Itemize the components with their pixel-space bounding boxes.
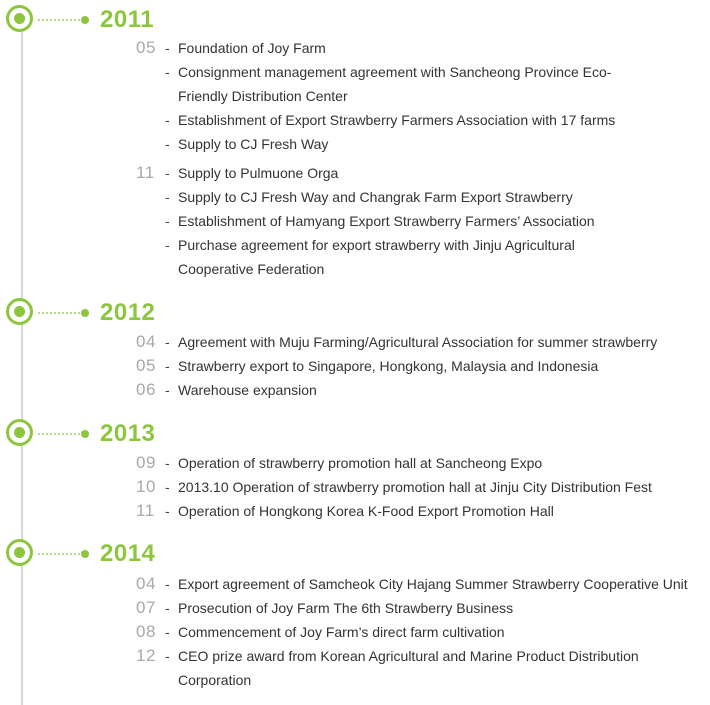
event-dash: -	[165, 40, 170, 56]
dot-icon	[81, 16, 89, 24]
month-label: 12	[136, 646, 156, 665]
event-text: Establishment of Hamyang Export Strawberry Farmers’ Association	[178, 213, 595, 229]
event-item	[0, 209, 710, 233]
event-item	[0, 620, 710, 644]
event-dash: -	[165, 503, 170, 519]
event-item	[0, 451, 710, 475]
event-item	[0, 475, 710, 499]
dotted-connector	[38, 433, 84, 435]
event-text: Prosecution of Joy Farm The 6th Strawberry Business	[178, 600, 514, 616]
event-text: Commencement of Joy Farm’s direct farm cultivation	[178, 624, 505, 640]
year-header	[0, 417, 710, 453]
event-dash: -	[165, 479, 170, 495]
year-header	[0, 3, 710, 39]
event-item	[0, 60, 710, 108]
event-text: Supply to Pulmuone Orga	[178, 165, 339, 181]
event-text: CEO prize award from Korean Agricultural and Marine Product Distribution Corporation	[178, 648, 639, 688]
event-text: Export agreement of Samcheok City Hajang Summer Strawberry Cooperative Unit	[178, 576, 688, 592]
timeline-circle-icon	[6, 539, 33, 566]
event-text: Agreement with Muju Farming/Agricultural Association for summer strawberry	[178, 334, 658, 350]
event-text: Foundation of Joy Farm	[178, 40, 326, 56]
event-dash: -	[165, 213, 170, 229]
timeline-circle-icon	[6, 298, 33, 325]
event-dash: -	[165, 334, 170, 350]
event-text: Operation of strawberry promotion hall at Sancheong Expo	[178, 455, 543, 471]
year-header	[0, 296, 710, 332]
event-item	[0, 378, 710, 402]
dot-icon	[81, 430, 89, 438]
timeline-circle-icon	[6, 5, 33, 32]
event-text: Warehouse expansion	[178, 382, 317, 398]
event-text: Operation of Hongkong Korea K-Food Export Promotion Hall	[178, 503, 554, 519]
event-dash: -	[165, 112, 170, 128]
event-text: Strawberry export to Singapore, Hongkong, Malaysia and Indonesia	[178, 358, 599, 374]
month-label: 05	[136, 356, 156, 375]
month-label: 06	[136, 380, 156, 399]
year-label: 2012	[100, 299, 156, 326]
event-item	[0, 354, 710, 378]
event-dash: -	[165, 237, 170, 253]
month-label: 09	[136, 453, 156, 472]
dotted-connector	[38, 312, 84, 314]
month-label: 04	[136, 332, 156, 351]
event-dash: -	[165, 165, 170, 181]
event-text: Supply to CJ Fresh Way	[178, 136, 329, 152]
event-text: Consignment management agreement with Sancheong Province Eco-Friendly Distribution Center	[178, 64, 612, 104]
event-dash: -	[165, 382, 170, 398]
year-label: 2013	[100, 420, 156, 447]
month-label: 05	[136, 38, 156, 57]
event-item	[0, 499, 710, 523]
month-label: 04	[136, 574, 156, 593]
event-text: 2013.10 Operation of strawberry promotion hall at Jinju City Distribution Fest	[178, 479, 652, 495]
timeline-circle-icon	[6, 419, 33, 446]
event-item	[0, 572, 710, 596]
event-text: Supply to CJ Fresh Way and Changrak Farm Export Strawberry	[178, 189, 573, 205]
event-text: Establishment of Export Strawberry Farmers Association with 17 farms	[178, 112, 616, 128]
event-item	[0, 330, 710, 354]
event-item	[0, 36, 710, 60]
event-dash: -	[165, 358, 170, 374]
event-dash: -	[165, 64, 170, 80]
event-text: Purchase agreement for export strawberry with Jinju Agricultural Cooperative Federation	[178, 237, 575, 277]
event-dash: -	[165, 648, 170, 664]
event-item	[0, 185, 710, 209]
dot-icon	[81, 309, 89, 317]
event-dash: -	[165, 600, 170, 616]
event-item	[0, 596, 710, 620]
event-item	[0, 233, 710, 281]
event-dash: -	[165, 189, 170, 205]
event-dash: -	[165, 576, 170, 592]
event-dash: -	[165, 455, 170, 471]
event-dash: -	[165, 624, 170, 640]
event-item	[0, 161, 710, 185]
month-label: 07	[136, 598, 156, 617]
year-label: 2014	[100, 540, 156, 567]
event-item	[0, 108, 710, 132]
dotted-connector	[38, 553, 84, 555]
year-header	[0, 537, 710, 573]
event-item	[0, 644, 710, 692]
year-label: 2011	[100, 6, 155, 33]
month-label: 08	[136, 622, 156, 641]
dot-icon	[81, 550, 89, 558]
month-label: 11	[136, 501, 155, 520]
event-item	[0, 132, 710, 156]
event-dash: -	[165, 136, 170, 152]
month-label: 11	[136, 163, 155, 182]
month-label: 10	[136, 477, 156, 496]
dotted-connector	[38, 19, 84, 21]
